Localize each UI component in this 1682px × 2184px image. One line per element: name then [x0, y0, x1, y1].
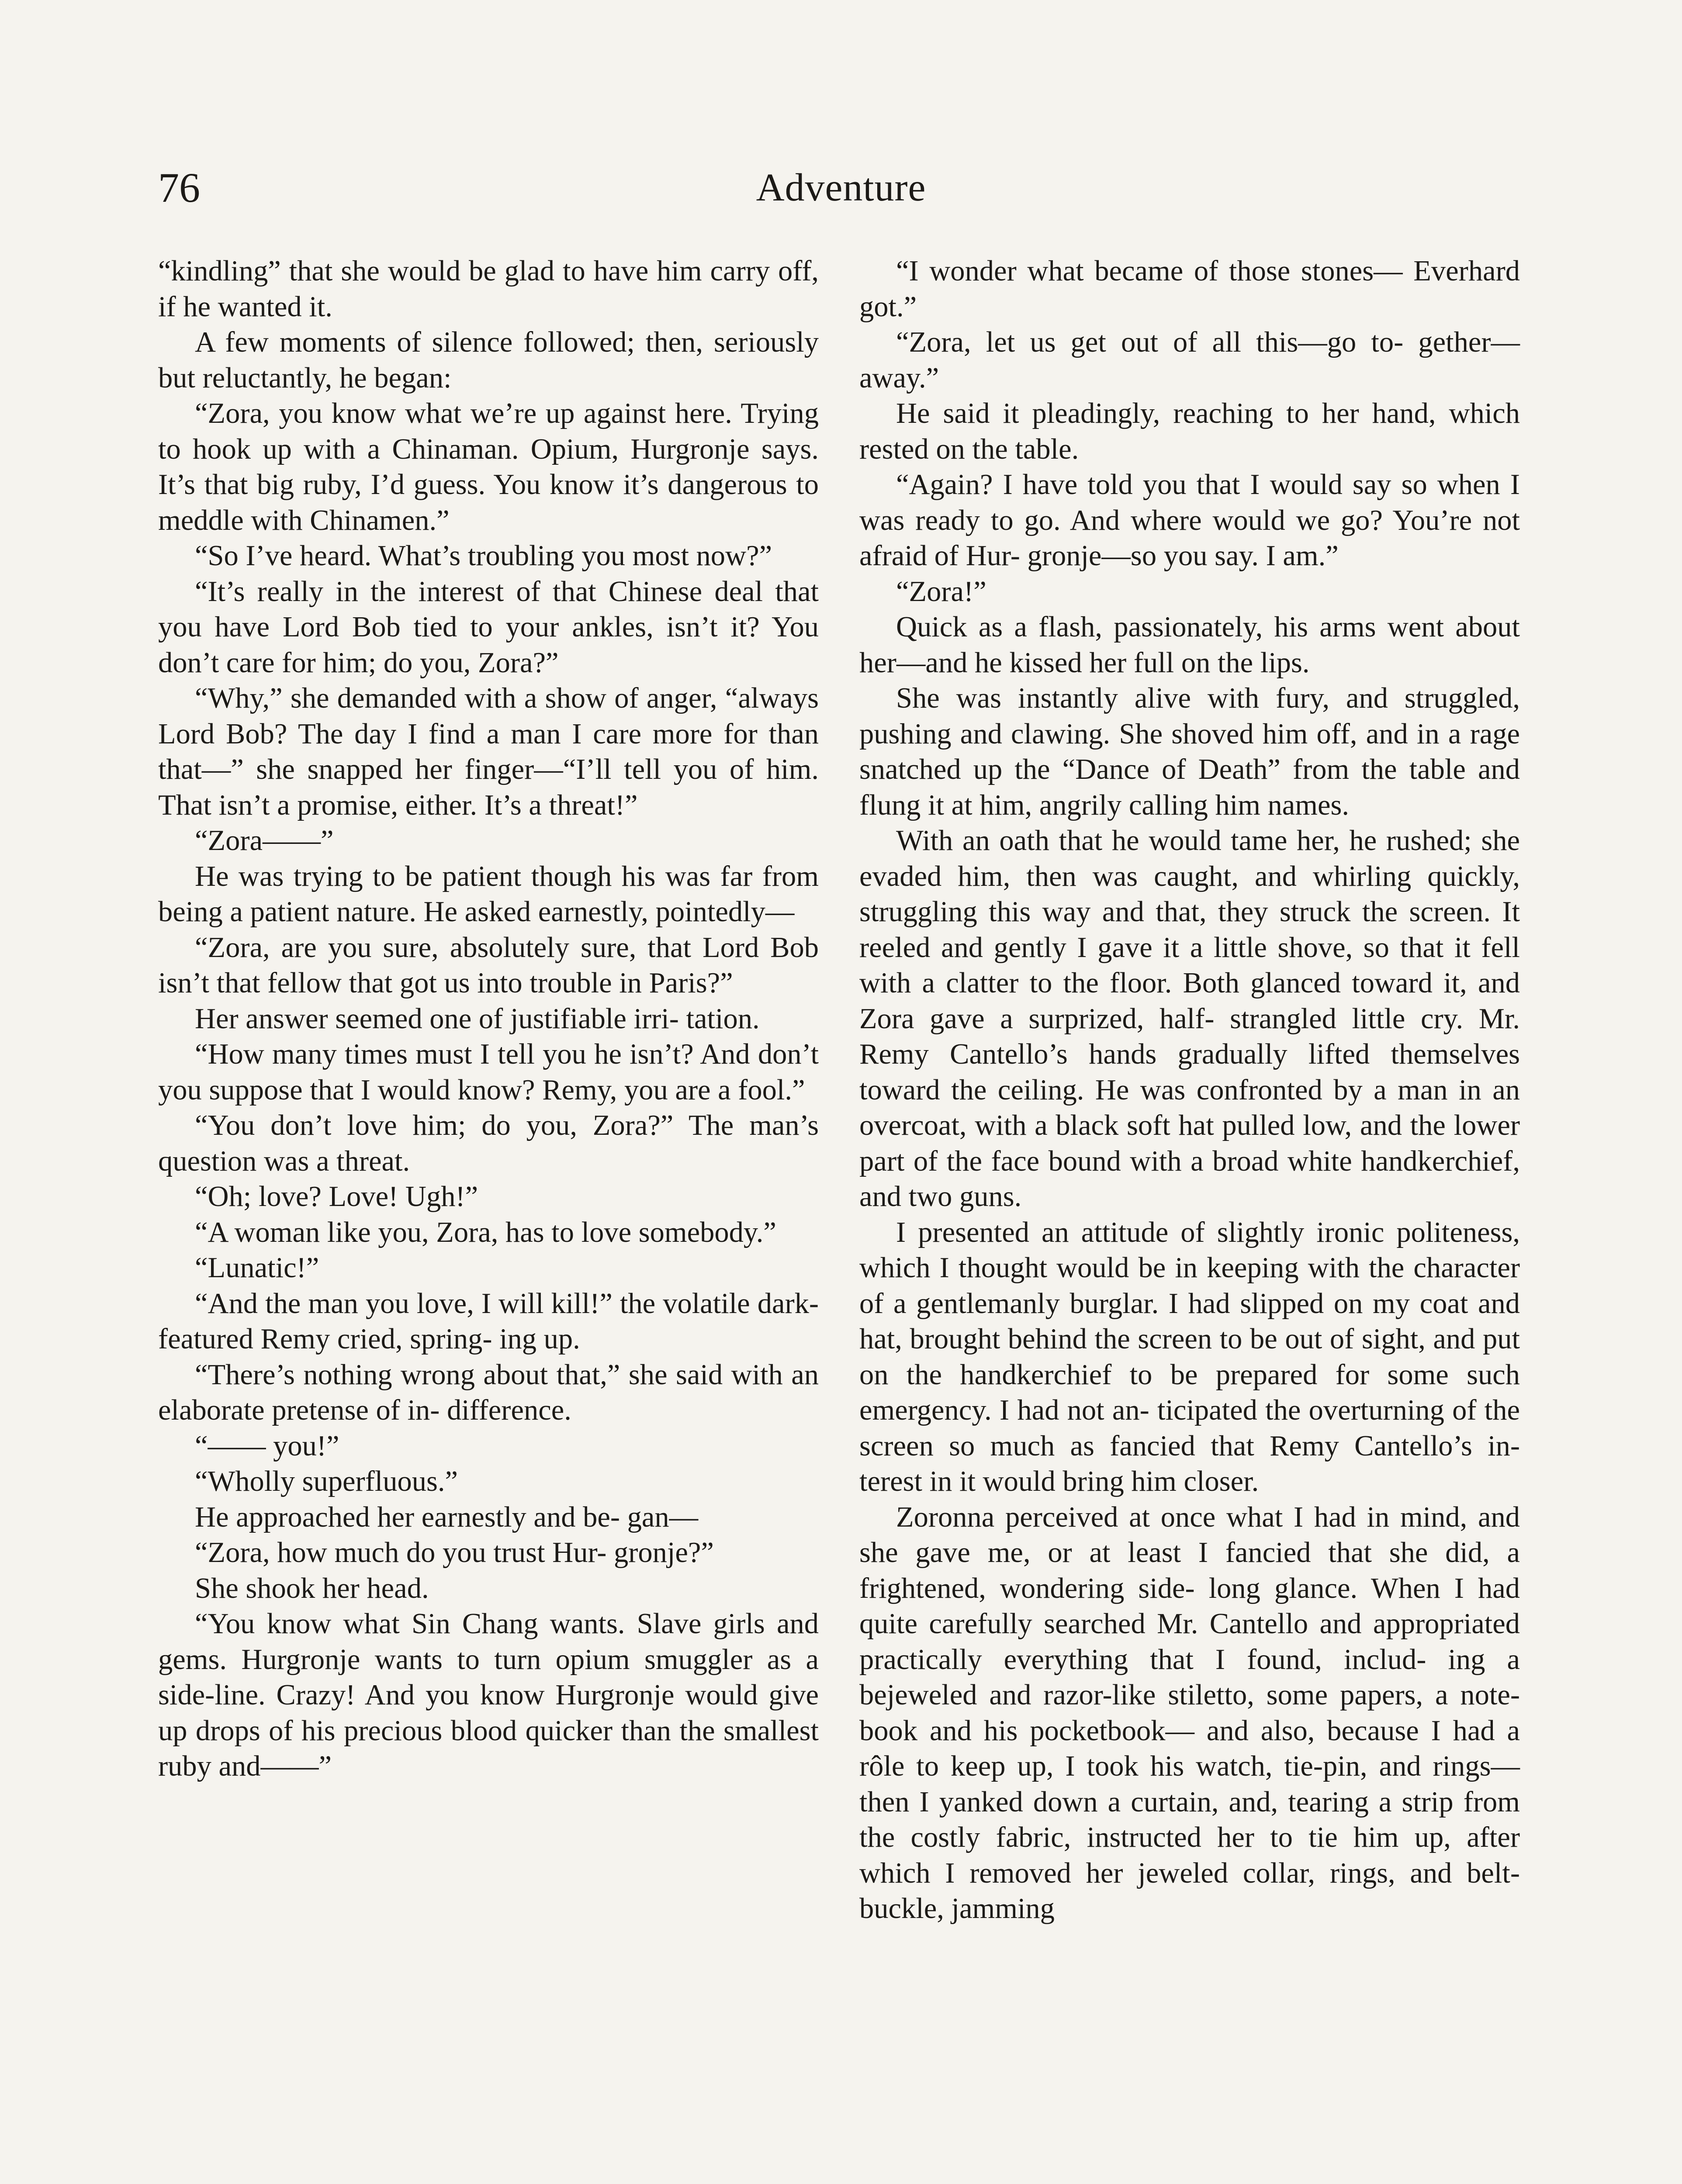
running-title: Adventure	[756, 166, 926, 209]
paragraph: “Zora, you know what we’re up against here. Trying to hook up with a Chinaman. Opium, Hurgronje says. It’s that big ruby, I’d guess. You know it’s dangerous to meddle with Chinamen.”	[158, 397, 819, 536]
paragraph: “Again? I have told you that I would say so when I was ready to go. And where would we go? You’re not afraid of Hur- gronje—so you say. I am.”	[859, 469, 1520, 572]
paragraph: “You know what Sin Chang wants. Slave girls and gems. Hurgronje wants to turn opium smuggler as a side-line. Crazy! And you know Hurgronje would give up drops of his precious blood quicker than the smallest ruby and——”	[158, 1608, 819, 1782]
paragraph: He said it pleadingly, reaching to her hand, which rested on the table.	[859, 397, 1520, 465]
paragraph: “Zora, how much do you trust Hur- gronje?”	[195, 1537, 714, 1569]
paragraph: “Oh; love? Love! Ugh!”	[195, 1181, 478, 1213]
paragraph: He was trying to be patient though his was far from being a patient nature. He asked earnestly, pointedly—	[158, 860, 819, 928]
paragraph: Zoronna perceived at once what I had in mind, and she gave me, or at least I fancied that she did, a frightened, wondering side- long glance. When I had quite carefully searched Mr. Cantello and appropriated practically everything that I found, includ- ing a bejeweled and razor-like stiletto, some papers, a note-book and his pocketbook— and also, because I had a rôle to keep up, I took his watch, tie-pin, and rings—then I yanked down a curtain, and, tearing a strip from the costly fabric, instructed her to tie him up, after which I removed her jeweled collar, rings, and belt-buckle, jamming	[859, 1501, 1520, 1925]
paragraph: “—— you!”	[195, 1430, 339, 1462]
paragraph: “A woman like you, Zora, has to love somebody.”	[195, 1216, 776, 1248]
page-number: 76	[158, 164, 200, 211]
paragraph: “kindling” that she would be glad to have him carry off, if he wanted it.	[158, 255, 819, 323]
paragraph: “Why,” she demanded with a show of anger, “always Lord Bob? The day I find a man I care more for than that—” she snapped her finger—“I’ll tell you of him. That isn’t a promise, either. It’s a threat!”	[158, 682, 819, 821]
paragraph: “Wholly superfluous.”	[195, 1465, 458, 1497]
page-header	[158, 162, 1524, 223]
paragraph: “Zora, let us get out of all this—go to- gether—away.”	[859, 326, 1520, 394]
paragraph: Her answer seemed one of justifiable irri- tation.	[195, 1002, 760, 1035]
paragraph: He approached her earnestly and be- gan—	[195, 1501, 699, 1533]
paragraph: “How many times must I tell you he isn’t? And don’t you suppose that I would know? Remy, you are a fool.”	[158, 1038, 819, 1106]
paragraph: “Zora——”	[195, 825, 334, 857]
paragraph: With an oath that he would tame her, he rushed; she evaded him, then was caught, and whirling quickly, struggling this way and that, they struck the screen. It reeled and gently I gave it a little shove, so that it fell with a clatter to the floor. Both glanced toward it, and Zora gave a surprized, half- strangled little cry. Mr. Remy Cantello’s hands gradually lifted themselves toward the ceiling. He was confronted by a man in an overcoat, with a black soft hat pulled low, and the lower part of the face bound with a broad white handkerchief, and two guns.	[859, 825, 1520, 1213]
paragraph: Quick as a flash, passionately, his arms went about her—and he kissed her full on the lips.	[859, 611, 1520, 679]
right-text-column	[859, 253, 1520, 1927]
paragraph: “And the man you love, I will kill!” the volatile dark-featured Remy cried, spring- ing up.	[158, 1287, 819, 1355]
paragraph: “Zora, are you sure, absolutely sure, that Lord Bob isn’t that fellow that got us into trouble in Paris?”	[158, 931, 819, 999]
paragraph: “So I’ve heard. What’s troubling you most now?”	[195, 540, 772, 572]
paragraph: “Zora!”	[896, 575, 986, 608]
paragraph: “Lunatic!”	[195, 1252, 319, 1284]
paragraph: She was instantly alive with fury, and struggled, pushing and clawing. She shoved him off, and in a rage snatched up the “Dance of Death” from the table and flung it at him, angrily calling him names.	[859, 682, 1520, 821]
left-text-column	[158, 253, 819, 1784]
paragraph: “There’s nothing wrong about that,” she said with an elaborate pretense of in- difference.	[158, 1358, 819, 1426]
paragraph: She shook her head.	[195, 1572, 429, 1604]
paragraph: “It’s really in the interest of that Chinese deal that you have Lord Bob tied to your ankles, isn’t it? You don’t care for him; do you, Zora?”	[158, 575, 819, 679]
paragraph: “You don’t love him; do you, Zora?” The man’s question was a threat.	[158, 1109, 819, 1177]
paragraph: I presented an attitude of slightly ironic politeness, which I thought would be in keeping with the character of a gentlemanly burglar. I had slipped on my coat and hat, brought behind the screen to be out of sight, and put on the handkerchief to be prepared for some such emergency. I had not an- ticipated the overturning of the screen so much as fancied that Remy Cantello’s in- terest in it would bring him closer.	[859, 1216, 1520, 1497]
paragraph: “I wonder what became of those stones— Everhard got.”	[859, 255, 1520, 323]
paragraph: A few moments of silence followed; then, seriously but reluctantly, he began:	[158, 326, 819, 394]
